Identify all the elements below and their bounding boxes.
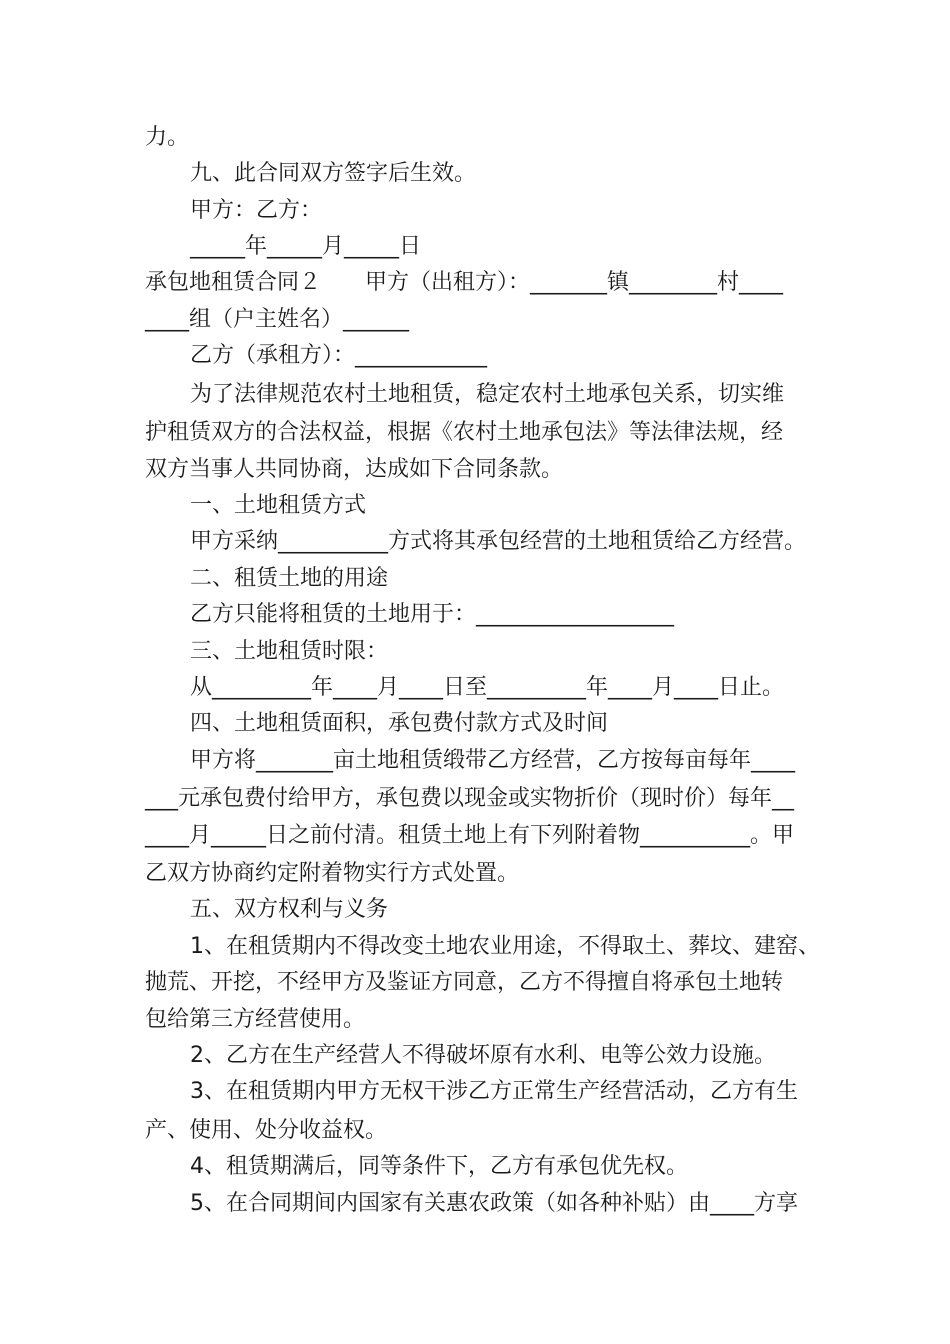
text-line: ____月_____日之前付清。租赁土地上有下列附着物__________。甲	[145, 823, 795, 848]
text-line: 甲方采纳__________方式将其承包经营的土地租赁给乙方经营。	[190, 529, 807, 554]
text-line: 4、租赁期满后，同等条件下，乙方有承包优先权。	[190, 1154, 688, 1179]
text-line: 2、乙方在生产经营人不得破坏原有水利、电等公效力设施。	[190, 1043, 776, 1068]
text-line: 为了法律规范农村土地租赁，稳定农村土地承包关系，切实维	[190, 382, 785, 407]
text-line: 乙方（承租方）：____________	[190, 343, 488, 368]
text-line: 包给第三方经营使用。	[145, 1007, 366, 1032]
text-line: 九、此合同双方签字后生效。	[190, 161, 477, 186]
text-line: 双方当事人共同协商，达成如下合同条款。	[145, 457, 564, 482]
text-line: 甲方将_______亩土地租赁缎带乙方经营，乙方按每亩每年____	[190, 748, 796, 773]
text-line: 乙方只能将租赁的土地用于：__________________	[190, 602, 675, 627]
text-line: 力。	[145, 125, 190, 150]
text-line: 5、在合同期间内国家有关惠农政策（如各种补贴）由____方享	[190, 1191, 798, 1216]
section-heading: 一、土地租赁方式	[190, 493, 367, 518]
section-heading: 二、租赁土地的用途	[190, 566, 389, 591]
text-line: 抛荒、开挖，不经甲方及鉴证方同意，乙方不得擅自将承包土地转	[145, 970, 784, 995]
text-line: 3、在租赁期内甲方无权干涉乙方正常生产经营活动，乙方有生	[190, 1079, 798, 1104]
text-line: 产、使用、处分收益权。	[145, 1118, 388, 1143]
text-line: ___元承包费付给甲方，承包费以现金或实物折价（现时价）每年__	[145, 786, 795, 811]
text-line: 护租赁双方的合法权益，根据《农村土地承包法》等法律法规，经	[145, 420, 784, 445]
text-line: 承包地租赁合同２ 甲方（出租方）：_______镇________村____	[145, 270, 784, 295]
text-line: 从_________年____月____日至_________年____月____日止。	[190, 675, 785, 700]
text-line: 1、在租赁期内不得改变土地农业用途，不得取土、葬坟、建窑、	[190, 934, 820, 959]
text-line: 甲方：乙方：	[190, 198, 323, 223]
section-heading: 五、双方权利与义务	[190, 897, 389, 922]
text-line: _____年_____月_____日	[190, 234, 422, 259]
text-line: ____组（户主姓名）______	[145, 307, 410, 332]
text-line: 乙双方协商约定附着物实行方式处置。	[145, 861, 520, 886]
section-heading: 三、土地租赁时限：	[190, 639, 389, 664]
section-heading: 四、土地租赁面积，承包费付款方式及时间	[190, 711, 609, 736]
